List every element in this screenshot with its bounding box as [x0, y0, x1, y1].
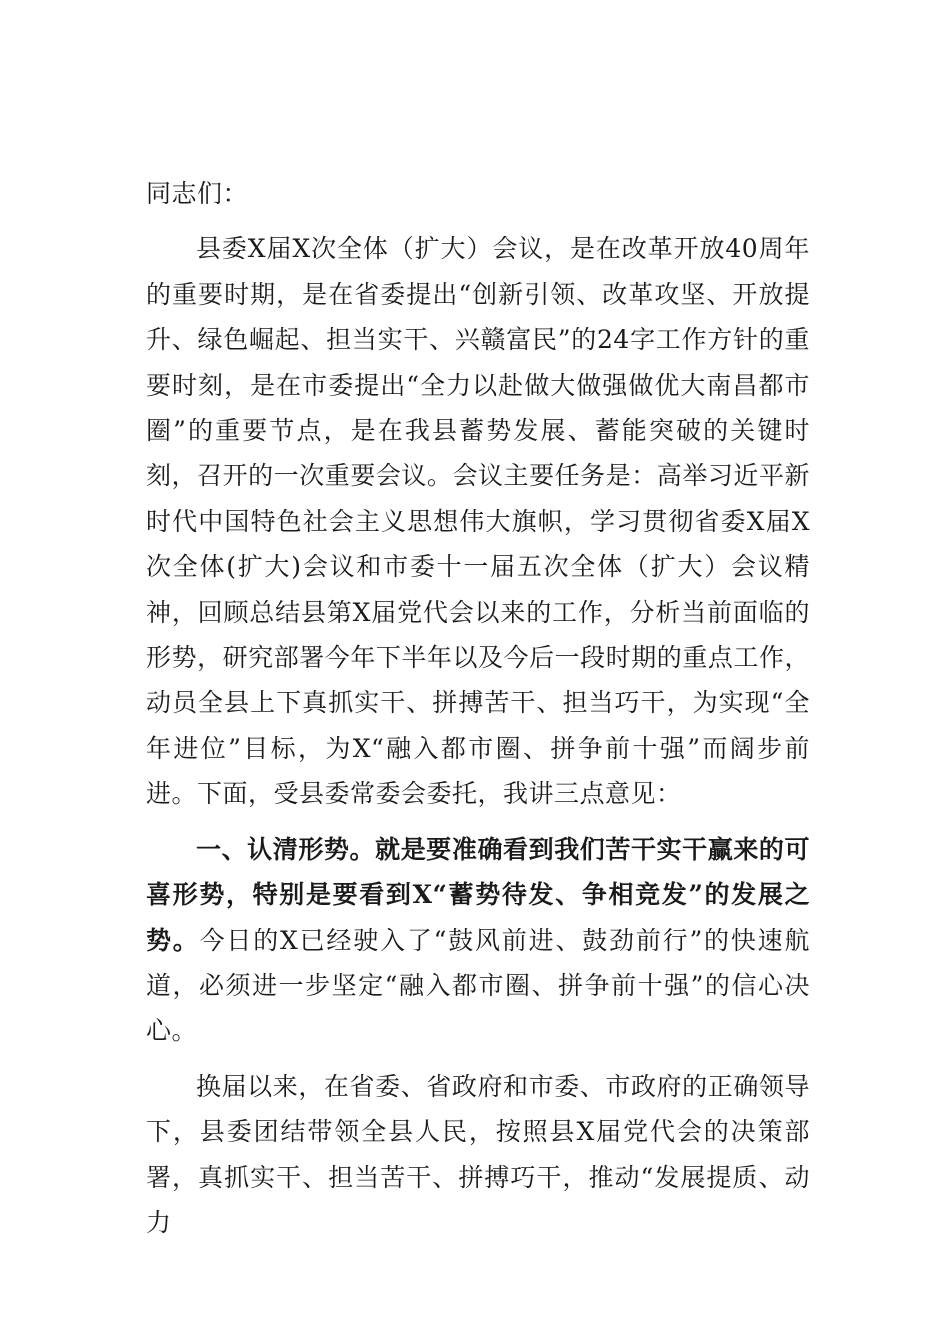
- paragraph-review: 换届以来，在省委、省政府和市委、市政府的正确领导下，县委团结带领全县人民，按照县X届党代会的决策部署，真抓实干、担当苦干、拼搏巧干，推动“发展提质、动力: [146, 1071, 810, 1237]
- salutation: 同志们：: [146, 179, 249, 208]
- paragraph-intro: 县委X届X次全体（扩大）会议，是在改革开放40周年的重要时期，是在省委提出“创新引领、改革攻坚、开放提升、绿色崛起、担当实干、兴赣富民”的24字工作方针的重要时刻，是在市委提出“全力以赴做大做强做优大南昌都市圈”的重要节点，是在我县蓄势发展、蓄能突破的关键时刻，召开的一次重要会议。会议主要任务是：高举习近平新时代中国特色社会主义思想伟大旗帜，学习贯彻省委X届X次全体(扩大)会议和市委十一届五次全体（扩大）会议精神，回顾总结县第X届党代会以来的工作，分析当前面临的形势，研究部署今年下半年以及今后一段时期的重点工作，动员全县上下真抓实干、拼搏苦干、担当巧干，为实现“全年进位”目标，为X“融入都市圈、拼争前十强”而阔步前进。下面，受县委常委会委托，我讲三点意见：: [146, 234, 810, 809]
- section-one-text: 今日的X已经驶入了“鼓风前进、鼓劲前行”的快速航道，必须进一步坚定“融入都市圈、拼争前十强”的信心决心。: [146, 925, 810, 1046]
- document-body: [146, 171, 810, 1245]
- section-one-paragraph: [146, 827, 810, 1054]
- section-one-heading: 一、认清形势。就是要准确看到我们苦干实干赢来的可喜形势，特别是要看到X“蓄势待发、争相竞发”的发展之势。: [146, 834, 810, 955]
